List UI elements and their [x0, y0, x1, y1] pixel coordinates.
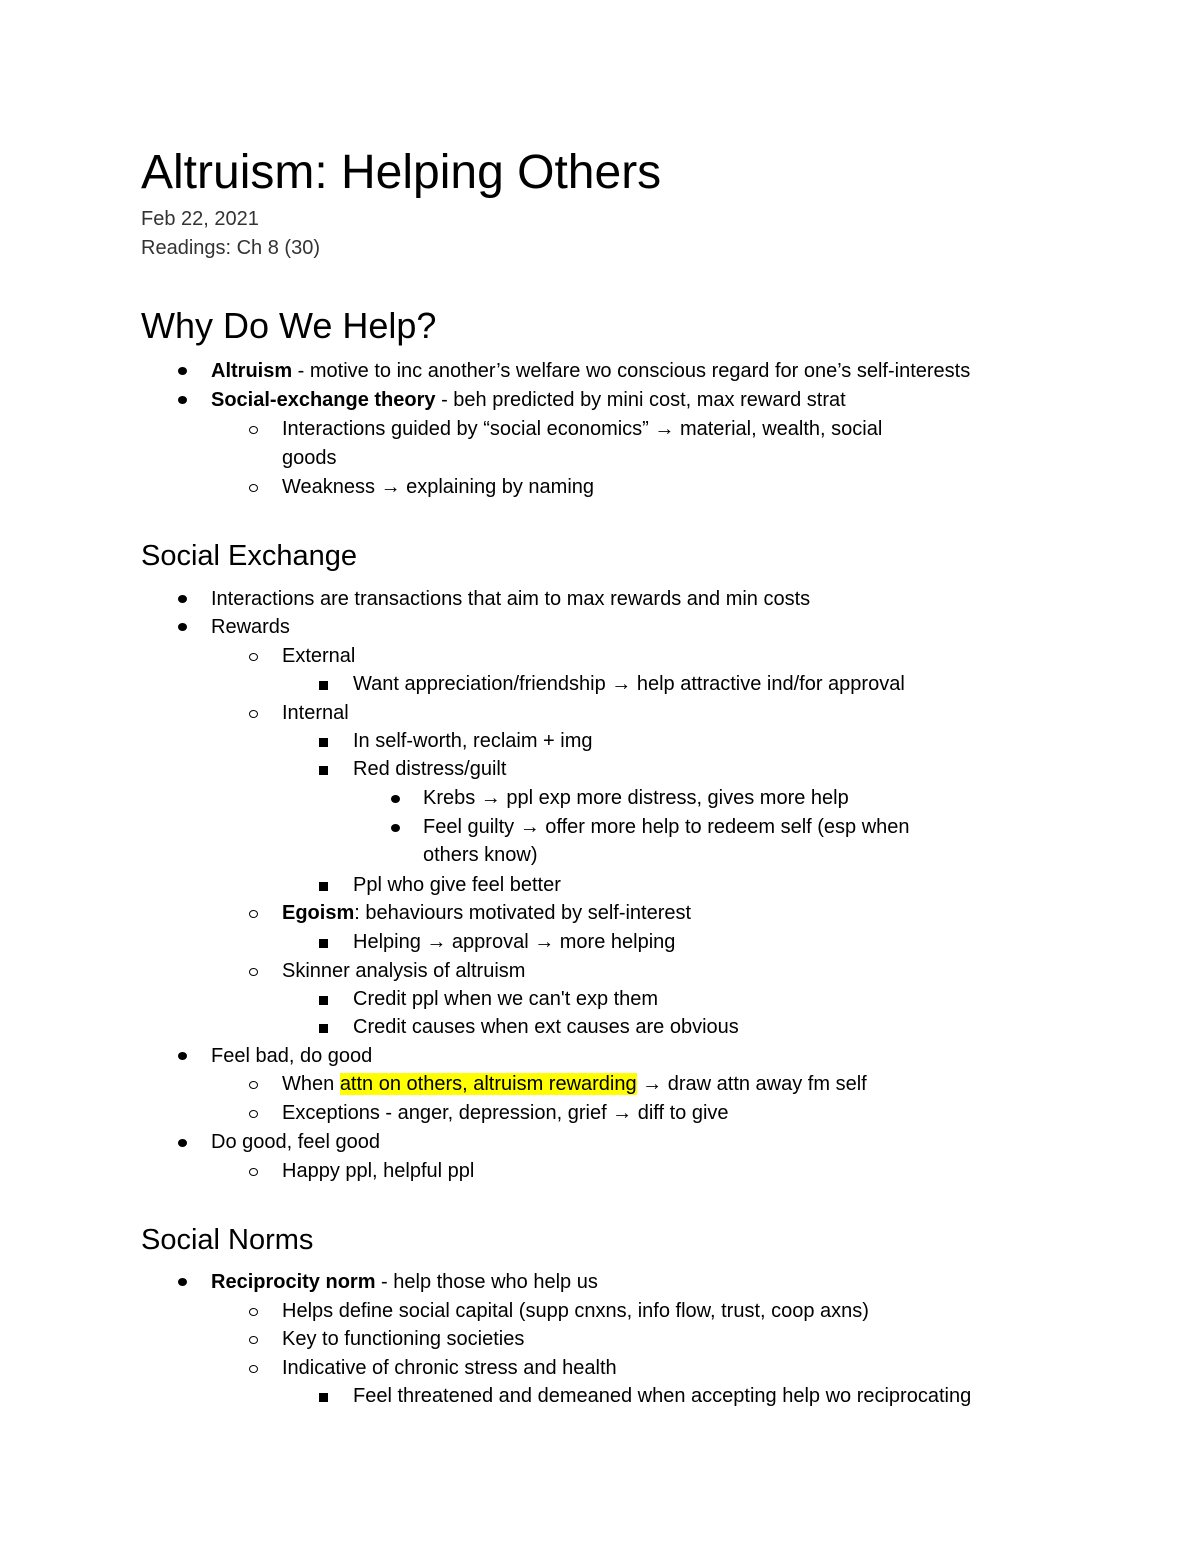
list-item-altruism: [211, 357, 970, 386]
bullet-square-icon: [319, 766, 328, 775]
list-item-helping-approval: Helping → approval → more helping: [353, 931, 676, 953]
list-item-happy-ppl: Happy ppl, helpful ppl: [282, 1160, 475, 1182]
bullet-circle-icon: [249, 968, 258, 976]
list-item-ppl-who-give: Ppl who give feel better: [353, 874, 561, 896]
list-item-feel-guilty: Feel guilty → offer more help to redeem self (esp when: [423, 816, 910, 838]
list-item-internal: Internal: [282, 702, 349, 724]
bullet-square-icon: [319, 939, 328, 948]
term-egoism: Egoism: [282, 902, 355, 924]
list-item-skinner: Skinner analysis of altruism: [282, 960, 526, 982]
bullet-circle-icon: [249, 484, 258, 492]
bullet-square-icon: [319, 1024, 328, 1033]
bullet-square-icon: [319, 996, 328, 1005]
bullet-disc-icon: [178, 396, 187, 404]
bullet-square-icon: [319, 1393, 328, 1402]
attn-suffix: → draw attn away fm self: [636, 1073, 867, 1095]
bullet-circle-icon: [249, 1365, 258, 1373]
list-item-interactions-guided-cont: goods: [282, 447, 337, 469]
bullet-disc-icon: [178, 367, 187, 375]
list-item-chronic-stress: Indicative of chronic stress and health: [282, 1357, 617, 1379]
list-item-feel-bad: Feel bad, do good: [211, 1045, 373, 1067]
bullet-circle-icon: [249, 710, 258, 718]
list-item-credit-causes: Credit causes when ext causes are obvious: [353, 1016, 739, 1038]
list-item-egoism: [282, 899, 691, 928]
bullet-circle-icon: [249, 1168, 258, 1176]
list-item-self-worth: In self-worth, reclaim + img: [353, 730, 593, 752]
bullet-disc-icon: [178, 623, 187, 631]
page-title: Altruism: Helping Others: [141, 146, 662, 199]
bullet-square-icon: [319, 681, 328, 690]
list-item-key-functioning: Key to functioning societies: [282, 1328, 525, 1350]
definition-altruism: - motive to inc another’s welfare wo conscious regard for one’s self-interests: [292, 360, 971, 382]
list-item-feel-threatened: Feel threatened and demeaned when accepting help wo reciprocating: [353, 1385, 972, 1407]
list-item-exceptions: Exceptions - anger, depression, grief → diff to give: [282, 1102, 729, 1124]
list-item-attn-on-others: [282, 1070, 867, 1099]
term-altruism: Altruism: [211, 360, 293, 382]
bullet-circle-icon: [249, 1308, 258, 1316]
list-item-rewards: Rewards: [211, 616, 290, 638]
bullet-disc-icon: [178, 1052, 187, 1060]
list-item-want-appreciation: Want appreciation/friendship → help attractive ind/for approval: [353, 673, 905, 695]
bullet-disc-icon: [178, 595, 187, 603]
section-heading-social-exchange: Social Exchange: [141, 540, 358, 572]
bullet-circle-icon: [249, 1336, 258, 1344]
bullet-circle-icon: [249, 910, 258, 918]
list-item-feel-guilty-cont: others know): [423, 844, 538, 866]
list-item-weakness: Weakness → explaining by naming: [282, 476, 595, 498]
list-item-social-exchange-theory: [211, 386, 846, 415]
attn-prefix: When: [282, 1073, 340, 1095]
bullet-circle-icon: [249, 426, 258, 434]
date-line: Feb 22, 2021: [141, 208, 259, 230]
list-item-interactions-guided: Interactions guided by “social economics” → material, wealth, social: [282, 418, 883, 440]
definition-social-exchange-theory: - beh predicted by mini cost, max reward strat: [435, 389, 846, 411]
list-item-external: External: [282, 645, 356, 667]
list-item-red-distress: Red distress/guilt: [353, 758, 507, 780]
bullet-disc-icon: [391, 824, 400, 832]
term-reciprocity-norm: Reciprocity norm: [211, 1271, 376, 1293]
list-item-interactions: Interactions are transactions that aim to max rewards and min costs: [211, 588, 811, 610]
bullet-square-icon: [319, 738, 328, 747]
highlighted-text: attn on others, altruism rewarding: [339, 1073, 637, 1095]
section-heading-social-norms: Social Norms: [141, 1224, 314, 1256]
definition-egoism: : behaviours motivated by self-interest: [354, 902, 692, 924]
list-item-social-capital: Helps define social capital (supp cnxns, info flow, trust, coop axns): [282, 1300, 869, 1322]
bullet-circle-icon: [249, 1081, 258, 1089]
section-heading-why-help: Why Do We Help?: [141, 305, 437, 346]
definition-reciprocity-norm: - help those who help us: [375, 1271, 598, 1293]
list-item-reciprocity: [211, 1268, 598, 1297]
list-item-krebs: Krebs → ppl exp more distress, gives more help: [423, 787, 849, 809]
bullet-disc-icon: [178, 1278, 187, 1286]
bullet-disc-icon: [391, 795, 400, 803]
list-item-credit-ppl: Credit ppl when we can't exp them: [353, 988, 659, 1010]
bullet-circle-icon: [249, 653, 258, 661]
term-social-exchange-theory: Social-exchange theory: [211, 389, 436, 411]
bullet-square-icon: [319, 882, 328, 891]
list-item-do-good: Do good, feel good: [211, 1131, 381, 1153]
bullet-disc-icon: [178, 1139, 187, 1147]
bullet-circle-icon: [249, 1110, 258, 1118]
readings-line: Readings: Ch 8 (30): [141, 237, 320, 259]
